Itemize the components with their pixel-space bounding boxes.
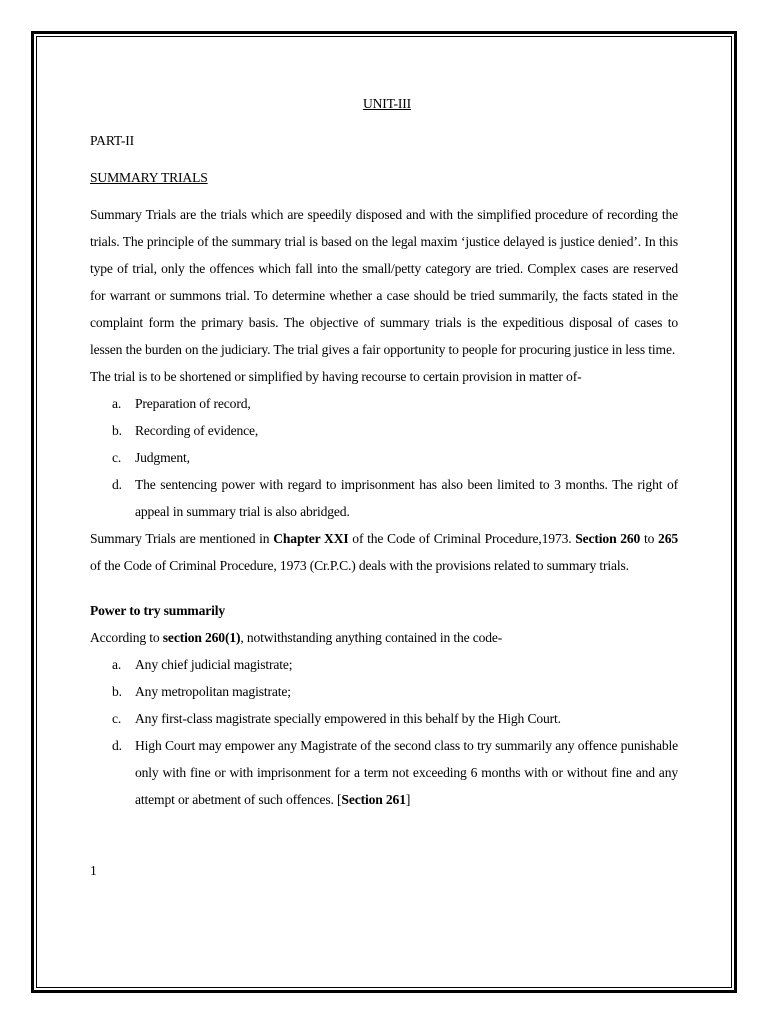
- list-item: [90, 444, 678, 471]
- simplification-list: [90, 390, 678, 525]
- list-marker: a.: [112, 396, 122, 411]
- list-marker: c.: [112, 450, 122, 465]
- list-marker: c.: [112, 711, 122, 726]
- list-item-text: Any chief judicial magistrate;: [135, 657, 293, 672]
- list-marker: a.: [112, 657, 122, 672]
- page-number: 1: [90, 863, 97, 878]
- power-lead: [90, 624, 678, 651]
- list-item: [90, 417, 678, 444]
- list-marker: b.: [112, 423, 122, 438]
- text-run: Summary Trials are mentioned in: [90, 531, 274, 546]
- text-run: , notwithstanding anything contained in the code-: [240, 630, 503, 645]
- text-run: According to: [90, 630, 163, 645]
- list-item-text: Any metropolitan magistrate;: [135, 684, 291, 699]
- chapter-paragraph: [90, 525, 678, 579]
- list-item-text: Recording of evidence,: [135, 423, 259, 438]
- power-heading: Power to try summarily: [90, 603, 225, 618]
- list-item: [90, 705, 678, 732]
- list-item-text: Any first-class magistrate specially empowered in this behalf by the High Court.: [135, 711, 561, 726]
- list-marker: b.: [112, 684, 122, 699]
- document-body: [90, 90, 678, 813]
- list-item: [90, 678, 678, 705]
- unit-heading: UNIT-III: [362, 96, 412, 111]
- text-run: ]: [405, 792, 411, 807]
- list-item-text: Judgment,: [135, 450, 190, 465]
- list-item: [90, 651, 678, 678]
- list-item: [90, 732, 678, 813]
- section-ref: Section 260: [575, 531, 641, 546]
- intro-paragraph: Summary Trials are the trials which are speedily disposed and with the simplified procedure of recording the trials. The principle of the summary trial is based on the legal maxim ‘justice delayed is justice denied’. In this type of trial, only the offences which fall into the small/petty category are tried. Complex cases are reserved for warrant or summons trial. To determine whether a case should be tried summarily, the facts stated in the complaint form the primary basis. The objective of summary trials is the expeditious disposal of cases to lessen the burden on the judiciary. The trial gives a fair opportunity to people for procuring justice in less time.: [90, 207, 678, 357]
- magistrate-list: [90, 651, 678, 813]
- section-ref: Section 261: [341, 792, 406, 807]
- list-item: [90, 390, 678, 417]
- text-run: of the Code of Criminal Procedure, 1973 (Cr.P.C.) deals with the provisions related to summary trials.: [90, 558, 629, 573]
- list-item: [90, 471, 678, 525]
- text-run: to: [640, 531, 659, 546]
- list-item-text: High Court may empower any Magistrate of the second class to try summarily any offence punishable only with fine or with imprisonment for a term not exceeding 6 months with or without fine and any attempt or abetment of such offences. [: [135, 738, 678, 807]
- list-marker: d.: [112, 477, 122, 492]
- list-item-text: Preparation of record,: [135, 396, 251, 411]
- section-title: SUMMARY TRIALS: [90, 170, 208, 185]
- section-ref: 265: [658, 531, 678, 546]
- intro-lead: The trial is to be shortened or simplified by having recourse to certain provision in matter of-: [90, 369, 582, 384]
- list-marker: d.: [112, 738, 122, 753]
- chapter-ref: Chapter XXI: [273, 531, 349, 546]
- section-ref: section 260(1): [162, 630, 241, 645]
- text-run: of the Code of Criminal Procedure,1973.: [348, 531, 576, 546]
- list-item-text: The sentencing power with regard to imprisonment has also been limited to 3 months. The right of appeal in summary trial is also abridged.: [135, 477, 678, 519]
- part-heading: PART-II: [90, 133, 134, 148]
